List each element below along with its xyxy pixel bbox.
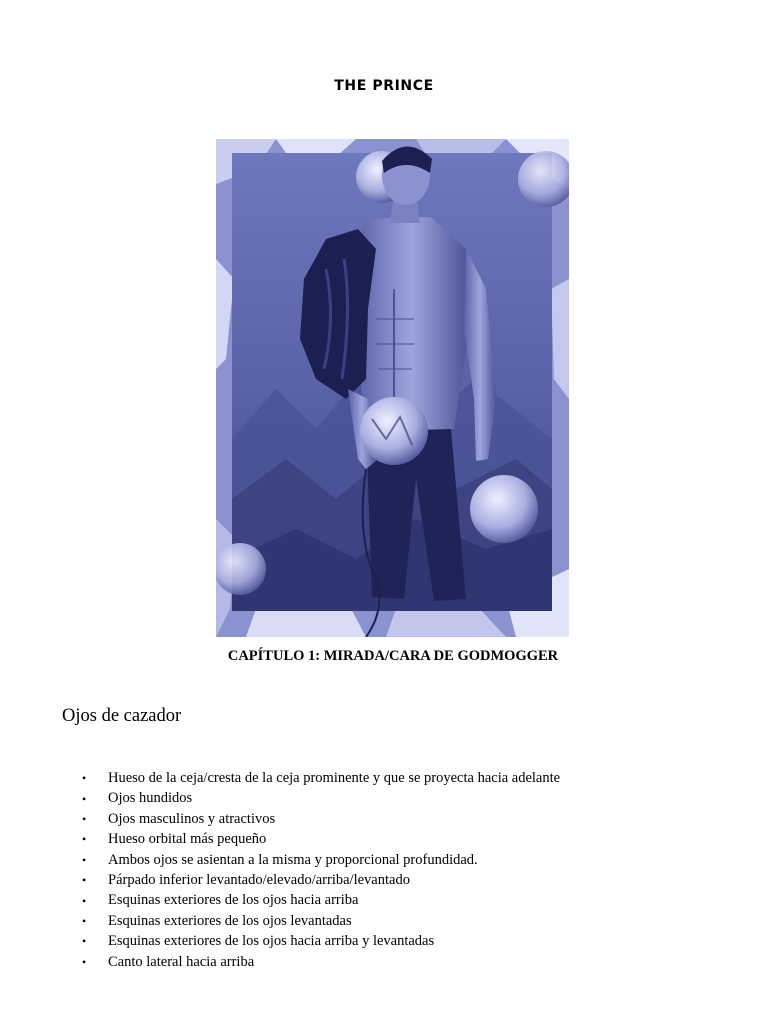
list-item: • Ojos hundidos [82, 788, 560, 808]
section-heading: Ojos de cazador [62, 706, 182, 726]
bullet-icon: • [82, 954, 87, 969]
collage-figure-icon [216, 139, 569, 637]
list-item: • Párpado inferior levantado/elevado/arriba/levantado [82, 870, 560, 890]
bullet-icon: • [82, 852, 87, 867]
chapter-caption: CAPÍTULO 1: MIRADA/CARA DE GODMOGGER [227, 648, 559, 664]
bullet-icon: • [82, 913, 87, 928]
list-item: • Esquinas exteriores de los ojos hacia arriba [82, 890, 560, 910]
bullet-icon: • [82, 771, 87, 786]
list-item: • Esquinas exteriores de los ojos hacia arriba y levantadas [82, 931, 560, 951]
bullet-icon: • [82, 791, 87, 806]
list-item: • Hueso de la ceja/cresta de la ceja prominente y que se proyecta hacia adelante [82, 768, 560, 788]
bullet-icon: • [82, 873, 87, 888]
list-item: • Hueso orbital más pequeño [82, 829, 560, 849]
bullet-icon: • [82, 832, 87, 847]
document-title: THE PRINCE [334, 78, 434, 94]
list-item: • Ambos ojos se asientan a la misma y proporcional profundidad. [82, 850, 560, 870]
bullet-icon: • [82, 934, 87, 949]
bullet-list [82, 768, 560, 972]
list-item: • Esquinas exteriores de los ojos levantadas [82, 911, 560, 931]
bullet-icon: • [82, 893, 87, 908]
bullet-icon: • [82, 811, 87, 826]
cover-image [216, 139, 569, 637]
list-item: • Ojos masculinos y atractivos [82, 809, 560, 829]
list-item: • Canto lateral hacia arriba [82, 952, 560, 972]
